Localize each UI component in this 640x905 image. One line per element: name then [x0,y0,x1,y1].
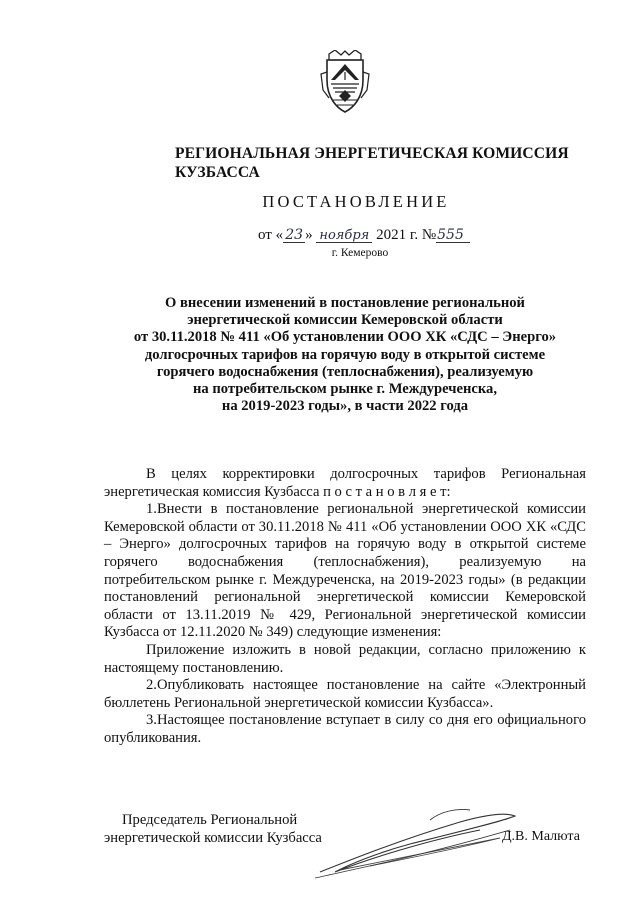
organization-name [175,144,595,182]
preamble: В целях корректировки долгосрочных тарифов Региональная энергетическая комиссия Кузбасса п о с т а н о в л я е т: [104,466,586,500]
org-line-2: КУЗБАССА [175,164,260,181]
handwritten-day: 23 [283,229,305,243]
item-3 [104,712,586,747]
title-line: на потребительском рынке г. Междуреченска, [192,381,497,398]
org-line-1: РЕГИОНАЛЬНАЯ ЭНЕРГЕТИЧЕСКАЯ КОМИССИЯ [175,145,569,162]
handwritten-month: ноября [316,229,372,243]
signatory-name: Д.В. Малюта [502,829,580,844]
title-line: от 30.11.2018 № 411 «Об установлении ООО ХК «СДС – Энерго» [133,329,557,346]
item-2 [104,677,586,712]
item-number: 1. [146,501,157,518]
date-mid: » [305,227,313,243]
title-line: на 2019-2023 годы», в части 2022 года [221,398,469,415]
handwritten-signature [310,800,530,890]
document-type: ПОСТАНОВЛЕНИЕ [262,192,450,211]
city: г. Кемерово [331,247,389,259]
document-dateline [258,227,470,244]
title-line: О внесении изменений в постановление региональной [165,295,525,311]
handwritten-number: 555 [436,229,470,243]
position-line-2: энергетической комиссии Кузбасса [104,829,322,846]
item-number: 2. [146,677,157,694]
item-1-sub: Приложение изложить в новой редакции, согласно приложению к настоящему постановлению. [104,641,586,676]
item-text: Настоящее постановление вступает в силу со дня его официального опубликования. [104,712,586,746]
item-text: Внести в постановление региональной энергетической комиссии Кемеровской области от 30.11.2018 № 411 «Об установлении ООО ХК «СДС – Энерго» долгосрочных тарифов на горячую воду в открытой системе горячего водоснабжения (теплоснабжения), реализуемую на потребительском рынке г. Междуреченска, на 2019-2023 годы» (в редакции постановлений региональной энергетической комиссии Кемеровской области от 13.11.2019 № 429, Региональной энергетической комиссии Кузбасса от 12.11.2020 № 349) следующие изменения: [104,501,586,641]
date-year: 2021 г. № [376,227,437,243]
document-title [104,295,586,415]
position-line-1: Председатель Региональной [122,812,298,828]
item-text: Опубликовать настоящее постановление на сайте «Электронный бюллетень Региональной энергетической комиссии Кузбасса». [104,677,586,711]
date-prefix: от « [258,227,284,243]
signatory-position [104,812,322,847]
item-number: 3. [146,712,157,729]
item-1 [104,501,586,642]
document-body [104,466,586,748]
title-line: энергетической комиссии Кемеровской области [187,312,503,329]
title-line: горячего водоснабжения (теплоснабжения), реализуемую [156,363,534,380]
kuzbass-coat-of-arms-icon [319,50,371,114]
title-line: долгосрочных тарифов на горячую воду в открытой системе [144,346,546,363]
